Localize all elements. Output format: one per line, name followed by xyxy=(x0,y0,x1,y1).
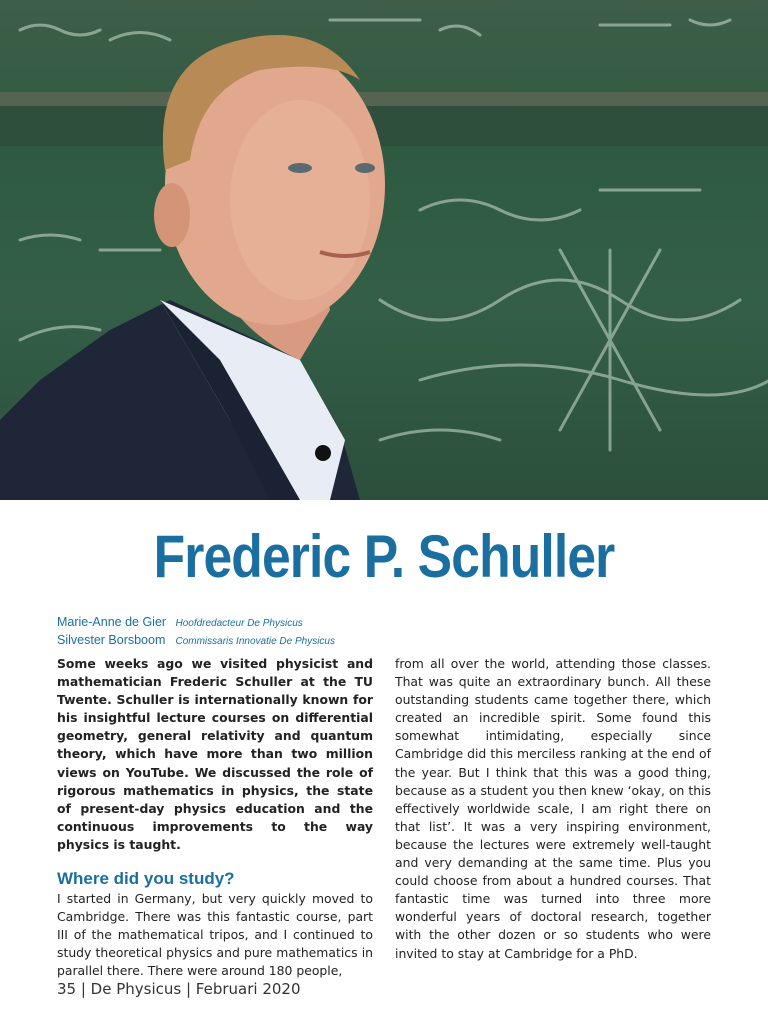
author-name: Silvester Borsboom xyxy=(57,633,166,647)
author-row xyxy=(57,614,335,632)
article-title: Frederic P. Schuller xyxy=(153,523,615,590)
author-row xyxy=(57,632,335,650)
question-heading: Where did you study? xyxy=(57,869,235,889)
page-footer: 35 | De Physicus | Februari 2020 xyxy=(57,980,301,998)
author-role: Commissaris Innovatie De Physicus xyxy=(175,636,335,647)
author-name: Marie-Anne de Gier xyxy=(57,615,167,629)
answer-paragraph-continued: from all over the world, attending those classes. That was quite an extraordinary bunch. All these outstanding students came together there, which created an incredible spirit. Some found this somewhat intimidating, especially since Cambridge did this merciless ranking at the end of the year. But I think that this was a good thing, because as a student you then knew ‘okay, on this effectively worldwide scale, I am right there on that list’. It was a very inspiring environment, because the lectures were extremely well-taught and very demanding at the same time. Plus you could choose from about a hundred courses. That fantastic time was turned into three more wonderful years of doctoral research, together with the other dozen or so students who were invited to stay at Cambridge for a PhD. xyxy=(395,656,711,961)
portrait-photo xyxy=(0,0,768,500)
photo-illustration xyxy=(0,0,768,500)
author-role: Hoofdredacteur De Physicus xyxy=(175,618,303,629)
author-list xyxy=(57,614,335,650)
intro-paragraph: Some weeks ago we visited physicist and mathematician Frederic Schuller at the TU Twente. Schuller is internationally known for his insightful lecture courses on differential geometry, general relativity and quantum theory, which have more than two million views on YouTube. We discussed the role of rigorous mathematics in physics, the state of present-day physics education and the continuous improvements to the way physics is taught. xyxy=(57,656,373,852)
answer-paragraph: I started in Germany, but very quickly moved to Cambridge. There was this fantastic course, part III of the mathematical tripos, and I continued to study theoretical physics and pure mathematics in parallel there. There were around 180 people, xyxy=(57,891,373,979)
text-column-left xyxy=(57,655,373,981)
text-column-right xyxy=(395,655,711,963)
